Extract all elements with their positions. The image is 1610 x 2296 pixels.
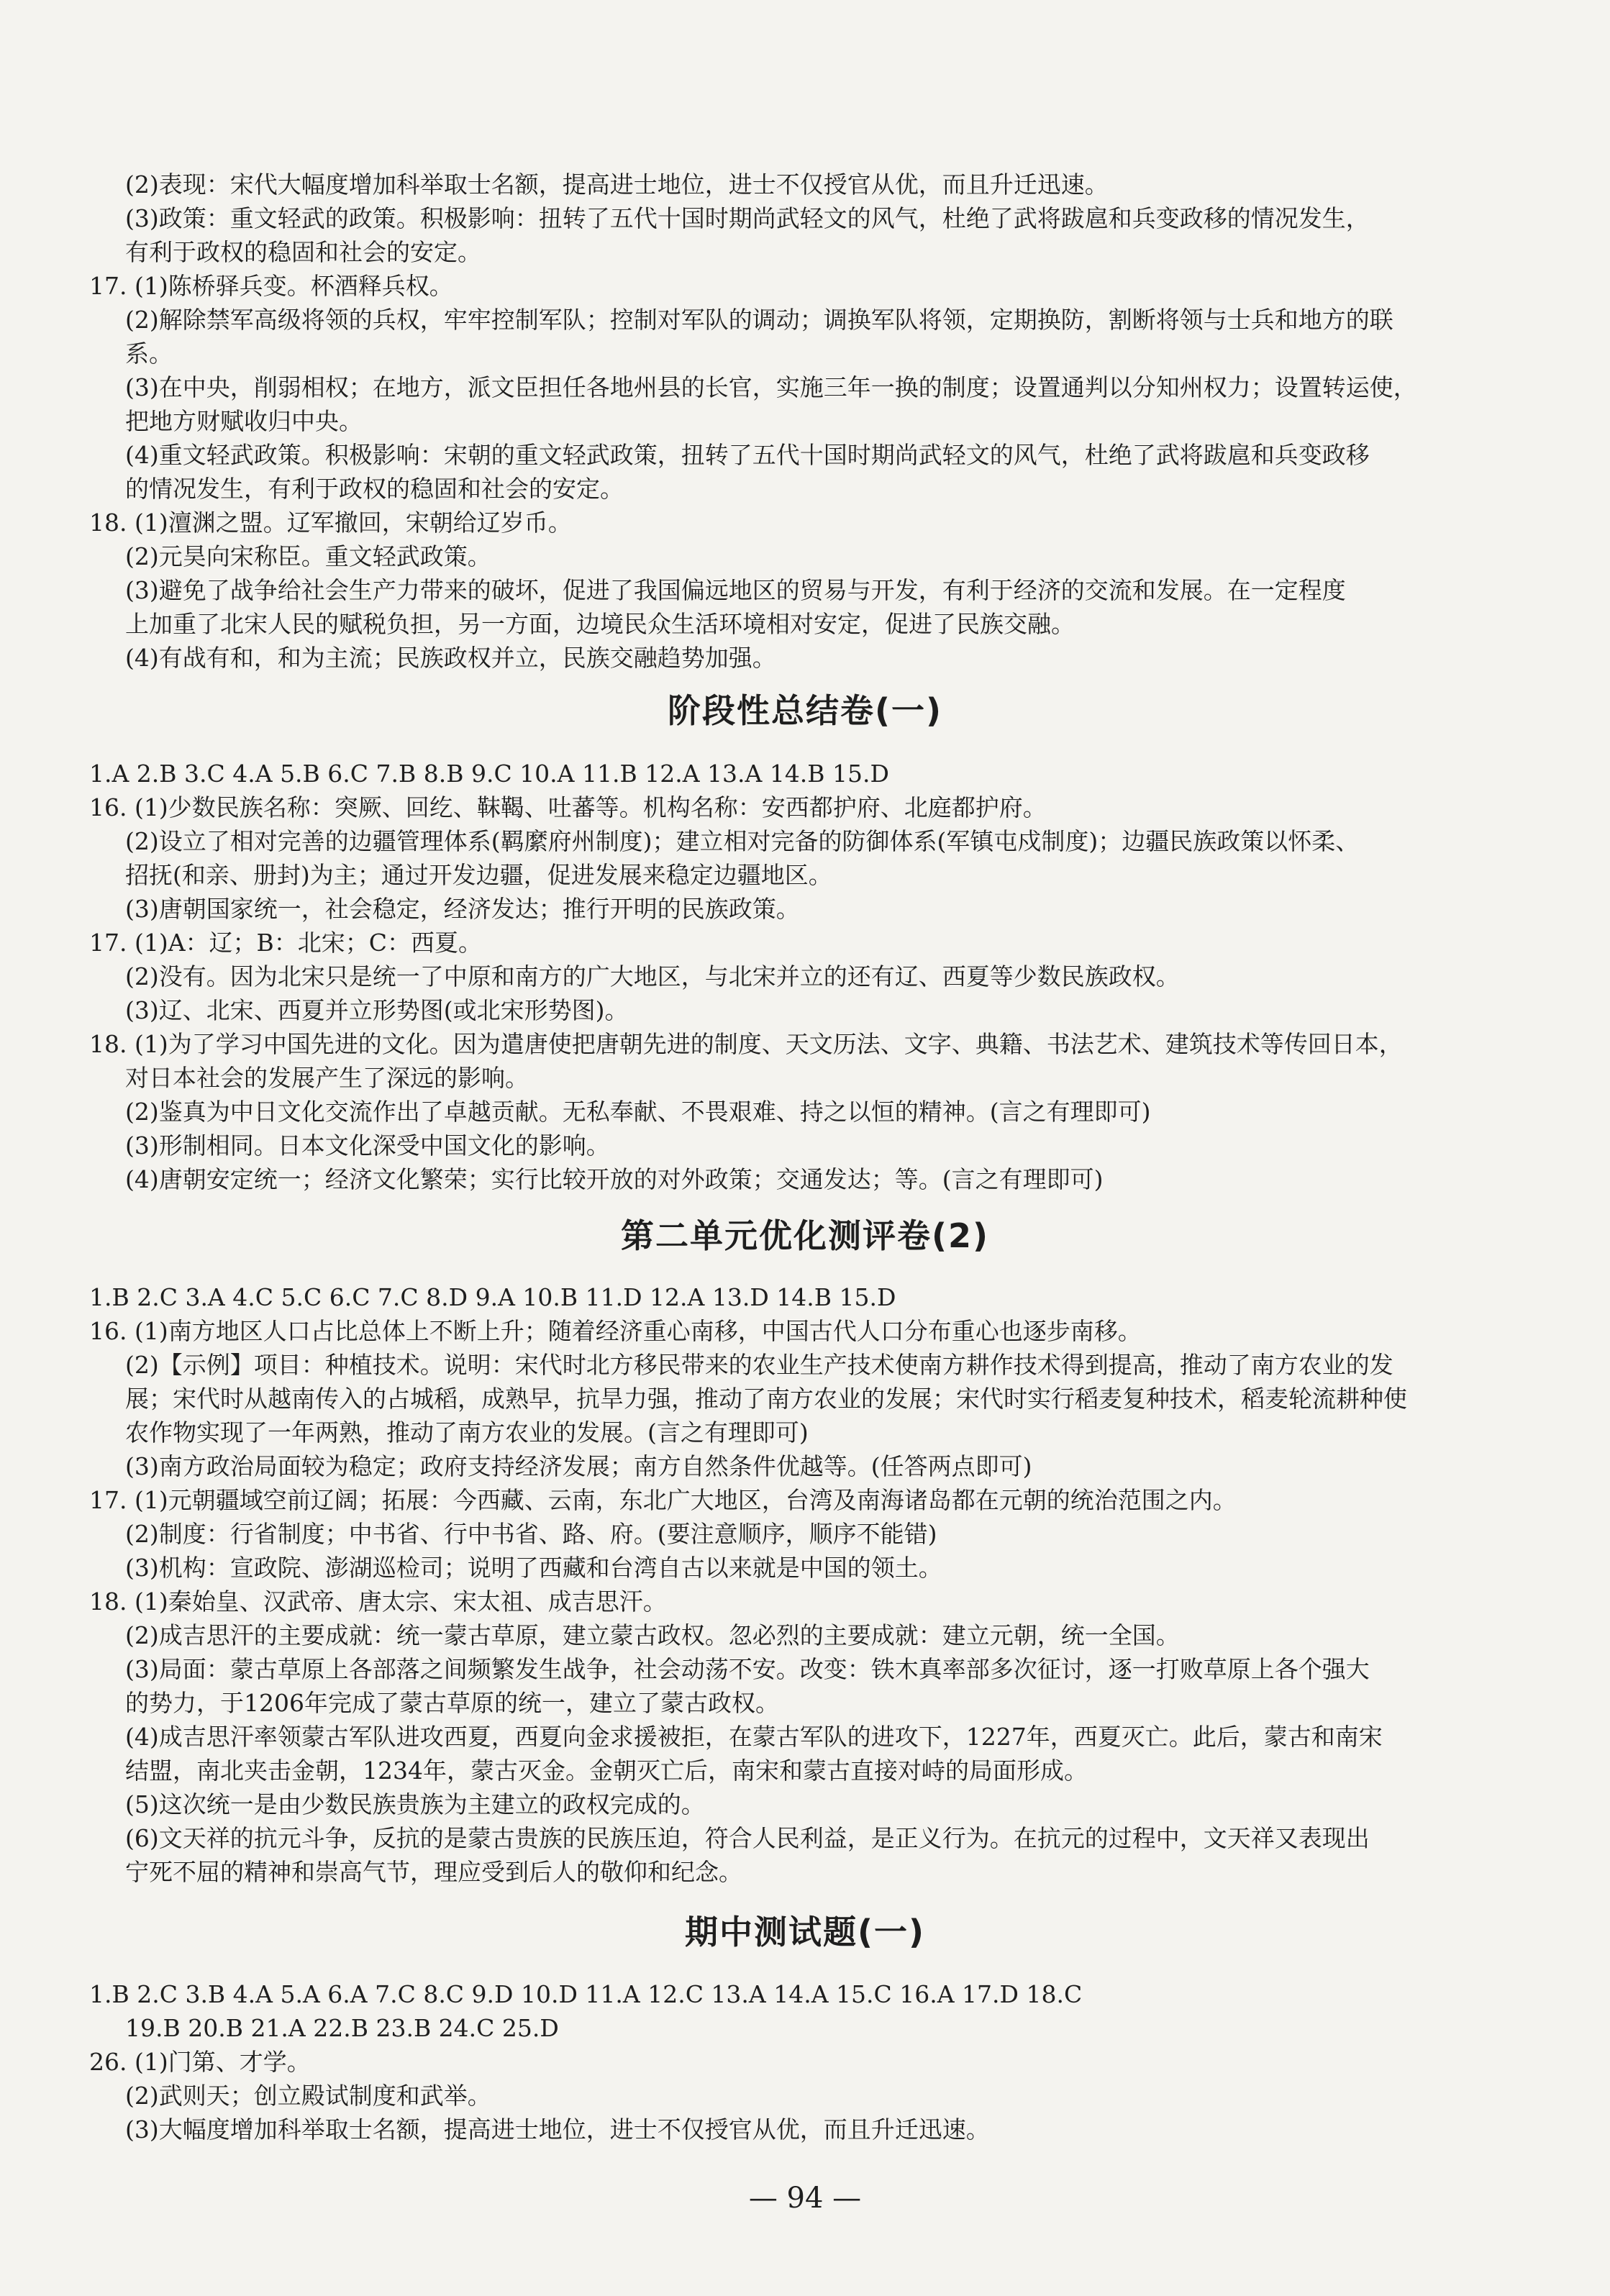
- answer-line: 17. (1)A：辽；B：北宋；C：西夏。: [89, 929, 483, 957]
- choice-answers: 1.B 2.C 3.A 4.C 5.C 6.C 7.C 8.D 9.A 10.B 11.D 12.A 13.D 14.B 15.D: [89, 1283, 896, 1311]
- answer-line: (2)元昊向宋称臣。重文轻武政策。: [125, 542, 491, 570]
- answer-line: (2)鉴真为中日文化交流作出了卓越贡献。无私奉献、不畏艰难、持之以恒的精神。(言之有理即可): [125, 1098, 1151, 1126]
- answer-line: (3)大幅度增加科举取士名额，提高进士地位，进士不仅授官从优，而且升迁迅速。: [125, 2115, 990, 2144]
- answer-line: (2)表现：宋代大幅度增加科举取士名额，提高进士地位，进士不仅授官从优，而且升迁迅速。: [125, 170, 1109, 199]
- answer-line: 展；宋代时从越南传入的占城稻，成熟早，抗旱力强，推动了南方农业的发展；宋代时实行稻麦复种技术，稻麦轮流耕种使: [125, 1385, 1407, 1413]
- answer-line: (3)形制相同。日本文化深受中国文化的影响。: [125, 1131, 610, 1160]
- answer-line: 16. (1)少数民族名称：突厥、回纥、靺鞨、吐蕃等。机构名称：安西都护府、北庭都护府。: [89, 793, 1047, 821]
- answer-line: (3)政策：重文轻武的政策。积极影响：扭转了五代十国时期尚武轻文的风气，杜绝了武将跋扈和兵变政移的情况发生，: [125, 204, 1370, 232]
- answer-line: (3)局面：蒙古草原上各部落之间频繁发生战争，社会动荡不安。改变：铁木真率部多次征讨，逐一打败草原上各个强大: [125, 1655, 1370, 1683]
- answer-line: 的势力，于1206年完成了蒙古草原的统一，建立了蒙古政权。: [125, 1689, 779, 1717]
- page-number: — 94 —: [748, 2182, 862, 2215]
- answer-line: 有利于政权的稳固和社会的安定。: [125, 238, 481, 266]
- answer-line: (6)文天祥的抗元斗争，反抗的是蒙古贵族的民族压迫，符合人民利益，是正义行为。在抗元的过程中，文天祥又表现出: [125, 1824, 1370, 1852]
- answer-line: (2)制度：行省制度；中书省、行中书省、路、府。(要注意顺序，顺序不能错): [125, 1520, 937, 1548]
- answer-line: 26. (1)门第、才学。: [89, 2048, 311, 2076]
- answer-line: (3)唐朝国家统一，社会稳定，经济发达；推行开明的民族政策。: [125, 895, 800, 923]
- answer-line: 18. (1)秦始皇、汉武帝、唐太宗、宋太祖、成吉思汗。: [89, 1587, 667, 1616]
- answer-line: 系。: [125, 340, 173, 368]
- answer-line: 16. (1)南方地区人口占比总体上不断上升；随着经济重心南移，中国古代人口分布重心也逐步南移。: [89, 1317, 1142, 1345]
- answer-line: 上加重了北宋人民的赋税负担，另一方面，边境民众生活环境相对安定，促进了民族交融。: [125, 610, 1075, 638]
- answer-line: (2)成吉思汗的主要成就：统一蒙古草原，建立蒙古政权。忽必烈的主要成就：建立元朝，统一全国。: [125, 1621, 1180, 1649]
- answer-line: 18. (1)澶渊之盟。辽军撤回，宋朝给辽岁币。: [89, 509, 572, 537]
- answer-line: (4)成吉思汗率领蒙古军队进攻西夏，西夏向金求援被拒，在蒙古军队的进攻下，1227年，西夏灭亡。此后，蒙古和南宋: [125, 1723, 1383, 1751]
- answer-line: 18. (1)为了学习中国先进的文化。因为遣唐使把唐朝先进的制度、天文历法、文字、典籍、书法艺术、建筑技术等传回日本，: [89, 1030, 1403, 1058]
- answer-line: (4)重文轻武政策。积极影响：宋朝的重文轻武政策，扭转了五代十国时期尚武轻文的风气，杜绝了武将跋扈和兵变政移: [125, 441, 1370, 469]
- answer-line: (2)武则天；创立殿试制度和武举。: [125, 2082, 491, 2110]
- choice-answers: 19.B 20.B 21.A 22.B 23.B 24.C 25.D: [125, 2014, 559, 2042]
- answer-line: (2)没有。因为北宋只是统一了中原和南方的广大地区，与北宋并立的还有辽、西夏等少数民族政权。: [125, 962, 1180, 990]
- answer-line: 招抚(和亲、册封)为主；通过开发边疆，促进发展来稳定边疆地区。: [125, 861, 832, 889]
- answer-line: (3)南方政治局面较为稳定；政府支持经济发展；南方自然条件优越等。(任答两点即可): [125, 1452, 1032, 1480]
- answer-line: (2)解除禁军高级将领的兵权，牢牢控制军队；控制对军队的调动；调换军队将领，定期换防，割断将领与士兵和地方的联: [125, 306, 1393, 334]
- answer-line: (2)设立了相对完善的边疆管理体系(羁縻府州制度)；建立相对完备的防御体系(军镇屯戍制度)；边疆民族政策以怀柔、: [125, 827, 1360, 855]
- answer-line: 结盟，南北夹击金朝，1234年，蒙古灭金。金朝灭亡后，南宋和蒙古直接对峙的局面形成。: [125, 1757, 1088, 1785]
- choice-answers: 1.A 2.B 3.C 4.A 5.B 6.C 7.B 8.B 9.C 10.A 11.B 12.A 13.A 14.B 15.D: [89, 760, 889, 788]
- answer-line: 把地方财赋收归中央。: [125, 407, 363, 435]
- answer-line: 宁死不屈的精神和崇高气节，理应受到后人的敬仰和纪念。: [125, 1858, 742, 1886]
- section-title: 阶段性总结卷(一): [667, 691, 943, 730]
- answer-line: 的情况发生，有利于政权的稳固和社会的安定。: [125, 475, 624, 503]
- section-title: 第二单元优化测评卷(2): [620, 1216, 990, 1255]
- answer-line: (2)【示例】项目：种植技术。说明：宋代时北方移民带来的农业生产技术使南方耕作技术得到提高，推动了南方农业的发: [125, 1351, 1393, 1379]
- answer-line: (3)避免了战争给社会生产力带来的破坏，促进了我国偏远地区的贸易与开发，有利于经济的交流和发展。在一定程度: [125, 576, 1346, 604]
- answer-line: (4)有战有和，和为主流；民族政权并立，民族交融趋势加强。: [125, 644, 776, 672]
- answer-line: 农作物实现了一年两熟，推动了南方农业的发展。(言之有理即可): [125, 1418, 809, 1447]
- answer-line: (3)机构：宣政院、澎湖巡检司；说明了西藏和台湾自古以来就是中国的领土。: [125, 1554, 942, 1582]
- section-title: 期中测试题(一): [684, 1913, 926, 1951]
- answer-line: (3)辽、北宋、西夏并立形势图(或北宋形势图)。: [125, 996, 629, 1024]
- answer-line: 对日本社会的发展产生了深远的影响。: [125, 1064, 529, 1092]
- answer-line: 17. (1)陈桥驿兵变。杯酒释兵权。: [89, 272, 453, 300]
- answer-line: (5)这次统一是由少数民族贵族为主建立的政权完成的。: [125, 1790, 705, 1818]
- answer-line: (4)唐朝安定统一；经济文化繁荣；实行比较开放的对外政策；交通发达；等。(言之有理即可): [125, 1165, 1104, 1193]
- choice-answers: 1.B 2.C 3.B 4.A 5.A 6.A 7.C 8.C 9.D 10.D 11.A 12.C 13.A 14.A 15.C 16.A 17.D 18.C: [89, 1980, 1083, 2008]
- answer-line: 17. (1)元朝疆域空前辽阔；拓展：今西藏、云南，东北广大地区，台湾及南海诸岛都在元朝的统治范围之内。: [89, 1486, 1237, 1514]
- answer-line: (3)在中央，削弱相权；在地方，派文臣担任各地州县的长官，实施三年一换的制度；设置通判以分知州权力；设置转运使，: [125, 373, 1417, 401]
